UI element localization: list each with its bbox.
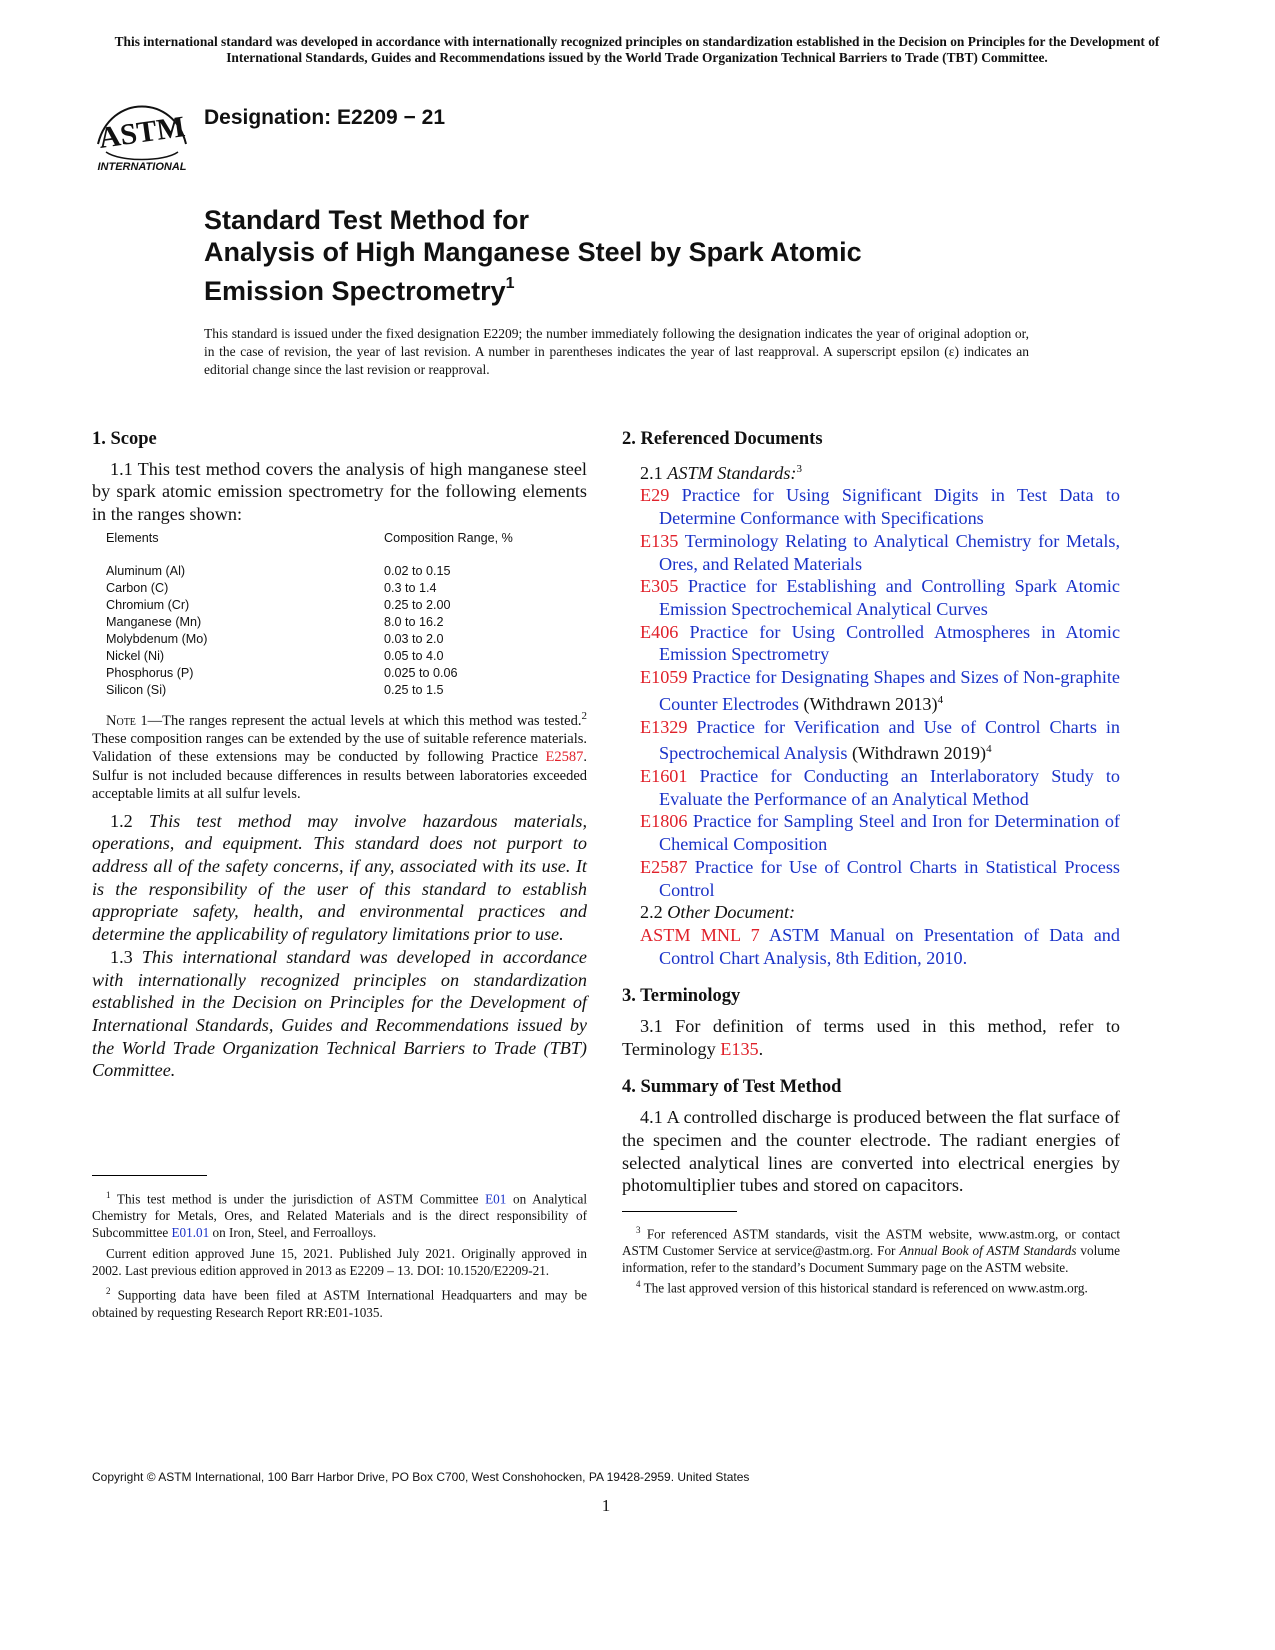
fn3-text-a: For referenced ASTM standards, visit the ASTM website, www.astm.org, or contact ASTM Customer Service at service@astm.org. For [622, 1226, 1121, 1259]
fn4-mark: 4 [636, 1279, 641, 1290]
note-text-b: These composition ranges can be extended by the use of suitable reference materials. Validation of these extensions may be conducted by following Practice [92, 731, 587, 766]
designation: Designation: E2209 − 21 [204, 106, 446, 129]
note-link-e2587[interactable]: E2587 [545, 749, 584, 766]
other-ref-title[interactable]: ASTM Manual on Presentation of Data and Control Chart Analysis, 8th Edition, 2010. [659, 924, 1120, 968]
right-column [622, 428, 1120, 1197]
ref-title[interactable]: Terminology Relating to Analytical Chemistry for Metals, Ores, and Related Materials [659, 530, 1120, 574]
element-range: 8.0 to 16.2 [384, 614, 444, 629]
footnote-2 [92, 1283, 587, 1320]
summary-4-1: 4.1 A controlled discharge is produced between the flat surface of the specimen and the counter electrode. The radiant energies of selected analytical lines are converted into electrical energies by photomultiplier tubes and stored on capacitors. [622, 1107, 1120, 1196]
scope-1-2-number: 1.2 [110, 810, 149, 831]
other-ref-item[interactable] [622, 924, 1120, 969]
terminology-text: 3.1 For definition of terms used in this method, refer to Terminology [622, 1016, 1120, 1059]
ref-title[interactable]: Practice for Use of Control Charts in Statistical Process Control [659, 856, 1120, 900]
table-row [106, 648, 587, 665]
ref-title[interactable]: Practice for Using Controlled Atmospheres in Atomic Emission Spectrometry [659, 621, 1121, 665]
fn1-text-b: on Analytical Chemistry for Metals, Ores, and Related Materials and is the direct responsibility of Subcommittee [92, 1191, 588, 1241]
terminology-link-e135[interactable]: E135 [720, 1038, 759, 1059]
composition-table [106, 530, 587, 699]
ref-item[interactable] [622, 530, 1120, 575]
ref-withdrawn: (Withdrawn 2019) [847, 743, 987, 764]
table-row [106, 597, 587, 614]
fn3-text-italic: Annual Book of ASTM Standards [899, 1243, 1077, 1259]
element-range: 0.3 to 1.4 [384, 580, 437, 595]
fn2-mark: 2 [106, 1286, 111, 1297]
astm-logo-international: INTERNATIONAL [97, 161, 187, 173]
ref-item[interactable] [622, 810, 1120, 855]
ref-code[interactable]: E1601 [640, 766, 688, 787]
ref-withdrawn: (Withdrawn 2013) [798, 693, 938, 714]
ref-title[interactable]: Practice for Using Significant Digits in Test Data to Determine Conformance with Specifications [659, 485, 1121, 529]
sub1-number: 2.1 [640, 462, 668, 483]
astm-standards-subheading [640, 458, 1120, 485]
ref-footnote-mark: 4 [986, 743, 992, 756]
footnote-rule-right [622, 1211, 737, 1212]
element-name: Phosphorus (P) [106, 665, 194, 680]
ref-footnote-mark: 4 [937, 693, 944, 706]
element-name: Manganese (Mn) [106, 614, 202, 629]
title-line-3: Emission Spectrometry [204, 276, 506, 306]
ref-title[interactable]: Practice for Verification and Use of Control Charts in Spectrochemical Analysis [659, 716, 1120, 764]
footnote-1-edition: Current edition approved June 15, 2021. Published July 2021. Originally approved in 2002. Last previous edition approved in 2013 as E2209 – 13. DOI: 10.1520/E2209-21. [92, 1246, 587, 1279]
ref-item[interactable] [622, 484, 1120, 529]
sub1-footnote-mark: 3 [796, 462, 802, 475]
element-range: 0.25 to 1.5 [384, 682, 444, 697]
ref-title[interactable]: Practice for Sampling Steel and Iron for Determination of Chemical Composition [659, 811, 1120, 855]
ref-title[interactable]: Practice for Conducting an Interlaboratory Study to Evaluate the Performance of an Analytical Method [659, 766, 1121, 809]
title-line-1: Standard Test Method for [204, 205, 530, 235]
fn1-link-e01[interactable]: E01 [485, 1191, 507, 1207]
ref-code[interactable]: E2587 [640, 856, 688, 877]
note-label: Note 1 [106, 712, 148, 729]
footnotes-right [622, 1222, 1120, 1297]
scope-heading: 1. Scope [92, 429, 157, 449]
scope-1-1: 1.1 This test method covers the analysis of high manganese steel by spark atomic emission spectrometry for the following elements in the ranges shown: [92, 458, 587, 525]
page-number: 1 [601, 1496, 611, 1515]
ref-item[interactable] [622, 621, 1120, 666]
ref-item[interactable] [622, 666, 1120, 715]
ref-code[interactable]: E135 [640, 530, 679, 551]
ref-code[interactable]: E1329 [640, 716, 688, 737]
sub2-number: 2.2 [640, 902, 668, 923]
element-range: 0.03 to 2.0 [384, 631, 444, 646]
astm-logo-letters: ASTM [96, 110, 188, 155]
element-name: Carbon (C) [106, 580, 169, 595]
table-row [106, 614, 587, 631]
note-1 [92, 707, 587, 804]
ref-code[interactable]: E1059 [640, 667, 688, 688]
ref-title[interactable]: Practice for Establishing and Controlling Spark Atomic Emission Spectrochemical Analytical Curves [659, 576, 1121, 619]
ref-code[interactable]: E406 [640, 621, 679, 642]
table-row [106, 631, 587, 648]
scope-1-3 [92, 946, 587, 1082]
ref-title[interactable]: Practice for Designating Shapes and Sizes of Non-graphite Counter Electrodes [659, 667, 1121, 714]
title-footnote-mark: 1 [505, 275, 515, 292]
document-title [204, 204, 1104, 307]
sub1-text: ASTM Standards: [667, 462, 797, 483]
footnote-1 [92, 1187, 587, 1241]
scope-1-3-number: 1.3 [110, 946, 142, 967]
element-name: Molybdenum (Mo) [106, 631, 208, 646]
footnotes-left [92, 1187, 587, 1321]
ref-code[interactable]: E29 [640, 485, 670, 506]
scope-1-2 [92, 810, 587, 946]
table-header [106, 530, 587, 547]
terminology-3-1 [622, 1015, 1120, 1060]
astm-logo [90, 84, 194, 176]
ref-item[interactable] [622, 575, 1120, 620]
left-column [92, 428, 587, 1082]
ref-code[interactable]: E305 [640, 576, 679, 597]
note-footnote-mark: 2 [581, 709, 587, 722]
issued-statement: This standard is issued under the fixed designation E2209; the number immediately following the designation indicates the year of original adoption or, in the case of revision, the year of last revision. A number in parentheses indicates the year of last reapproval. A superscript epsilon (ε) indicates an editorial change since the last revision or reapproval. [204, 326, 1029, 377]
fn3-mark: 3 [636, 1225, 641, 1235]
fn1-text-c: on Iron, Steel, and Ferroalloys. [209, 1225, 377, 1241]
ref-item[interactable] [622, 716, 1120, 765]
element-name: Nickel (Ni) [106, 648, 165, 663]
summary-heading: 4. Summary of Test Method [622, 1077, 842, 1098]
element-range: 0.02 to 0.15 [384, 563, 451, 578]
note-text-a: —The ranges represent the actual levels at which this method was tested. [147, 712, 582, 729]
footnote-4 [622, 1276, 1120, 1296]
footnote-rule-left [92, 1175, 207, 1176]
fn1-link-e01-01[interactable]: E01.01 [171, 1225, 210, 1241]
table-header-range: Composition Range, % [384, 530, 513, 545]
top-notice: This international standard was developed in accordance with internationally recognized principles on standardization established in the Decision on Principles for the Development of International Standards, Guides and Recommendations issued by the World Trade Organization Technical Barriers to Trade (TBT) Committee. [114, 34, 1160, 65]
ref-item[interactable] [622, 856, 1120, 901]
note-text-c: . Sulfur is not included because differences in results between laboratories exceeded acceptable limits at all sulfur levels. [92, 749, 587, 803]
other-ref-code[interactable]: ASTM MNL 7 [640, 924, 760, 945]
table-row [106, 563, 587, 580]
element-name: Silicon (Si) [106, 682, 167, 697]
title-line-2: Analysis of High Manganese Steel by Spark Atomic [204, 237, 862, 267]
fn3-text-b: volume information, refer to the standard’s Document Summary page on the ASTM website. [622, 1243, 1120, 1276]
table-row [106, 665, 587, 682]
fn2-text: Supporting data have been filed at ASTM International Headquarters and may be obtained by requesting Research Report RR:E01-1035. [92, 1287, 588, 1320]
terminology-end: . [758, 1038, 764, 1059]
ref-item[interactable] [622, 765, 1120, 810]
scope-1-2-text: This test method may involve hazardous materials, operations, and equipment. This standard does not purport to address all of the safety concerns, if any, associated with its use. It is the responsibility of the user of this standard to establish appropriate safety, health, and environmental practices and determine the applicability of regulatory limitations prior to use. [92, 810, 588, 945]
element-range: 0.05 to 4.0 [384, 648, 444, 663]
table-row [106, 580, 587, 597]
other-document-subheading [640, 901, 1120, 924]
fn1-text-a: This test method is under the jurisdiction of ASTM Committee [116, 1191, 486, 1207]
element-name: Chromium (Cr) [106, 597, 190, 612]
sub2-text: Other Document: [667, 902, 796, 923]
fn1-mark: 1 [106, 1190, 111, 1200]
element-range: 0.025 to 0.06 [384, 665, 458, 680]
element-name: Aluminum (Al) [106, 563, 186, 578]
ref-code[interactable]: E1806 [640, 811, 688, 832]
copyright: Copyright © ASTM International, 100 Barr Harbor Drive, PO Box C700, West Conshohocken, PA 19428-2959. United States [92, 1470, 750, 1484]
footnote-3 [622, 1222, 1120, 1276]
referenced-heading: 2. Referenced Documents [622, 429, 823, 449]
scope-1-3-text: This international standard was developed in accordance with internationally recognized principles on standardization established in the Decision on Principles for the Development of International Standards, Guides and Recommendations issued by the World Trade Organization Technical Barriers to Trade (TBT) Committee. [92, 946, 587, 1081]
fn4-text: The last approved version of this historical standard is referenced on www.astm.org. [643, 1280, 1088, 1296]
terminology-heading: 3. Terminology [622, 986, 741, 1007]
element-range: 0.25 to 2.00 [384, 597, 451, 612]
table-row [106, 682, 587, 699]
table-header-elements: Elements [106, 530, 159, 545]
